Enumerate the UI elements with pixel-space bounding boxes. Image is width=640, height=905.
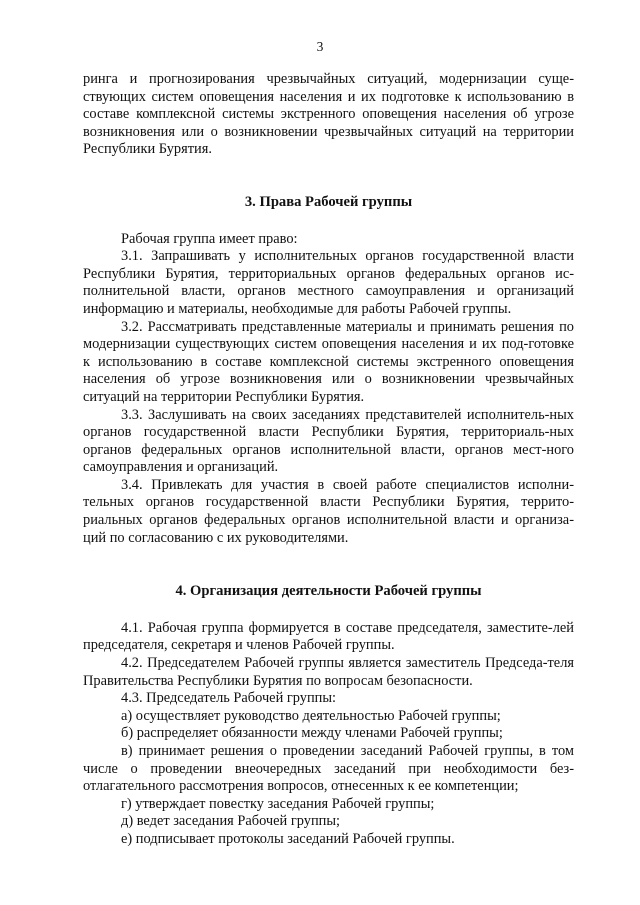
section-4-list-item: г) утверждает повестку заседания Рабочей группы; <box>121 795 435 812</box>
section-4-list-item: д) ведет заседания Рабочей группы; <box>121 813 341 830</box>
section-4-paragraph: 4.2. Председателем Рабочей группы является заместитель Председа-теля Правительства Республики Бурятия по вопросам безопасности. <box>83 655 574 689</box>
section-4-paragraph: 4.1. Рабочая группа формируется в составе председателя, заместите-лей председателя, секретаря и членов Рабочей группы. <box>83 619 574 654</box>
section-4-list-item: е) подписывает протоколы заседаний Рабочей группы. <box>121 830 455 847</box>
section-4-title: 4. Организация деятельности Рабочей группы <box>175 583 482 600</box>
section-3-paragraph: 3.1. Запрашивать у исполнительных органов государственной власти Республики Бурятия, территориальных органов федеральных органов ис-полнительной власти, органов местного самоуправления и организаций информацию и материалы, необходимые для работы Рабочей группы. <box>83 248 574 317</box>
section-3-paragraph: Рабочая группа имеет право: <box>121 230 298 247</box>
section-3-paragraph: 3.2. Рассматривать представленные материалы и принимать решения по модернизации существующих систем оповещения населения и их под-готовке к использованию в составе комплексной системы экстренного оповещения населения об угрозе возникновения или о возникновении чрезвычайных ситуаций на территории Республики Бурятия. <box>83 318 574 405</box>
section-3-title: 3. Права Рабочей группы <box>244 193 413 210</box>
document-body <box>83 71 574 849</box>
section-4-paragraph: 4.3. Председатель Рабочей группы: <box>121 690 337 707</box>
section-4-list-item: в) принимает решения о проведении заседаний Рабочей группы, в том числе о проведении внеочередных заседаний при необходимости без-отлагательного рассмотрения вопросов, отнесенных к ее компетенции; <box>83 743 574 795</box>
section-3-paragraph: 3.3. Заслушивать на своих заседаниях представителей исполнитель-ных органов государственной власти Республики Бурятия, территориаль-ных органов федеральных органов исполнительной власти, органов мест-ного самоуправления и организаций. <box>83 406 574 476</box>
intro-paragraph: ринга и прогнозирования чрезвычайных ситуаций, модернизации суще-ствующих систем оповещения населения и их подготовке к использованию в составе комплексной системы экстренного оповещения населения об угрозе возникновения или о возникновении чрезвычайных ситуаций на территории Республики Бурятия. <box>83 71 574 158</box>
section-3-paragraph: 3.4. Привлекать для участия в своей работе специалистов исполни-тельных органов государственной власти Республики Бурятия, террито-риальных органов федеральных органов исполнительной власти и организа-ций по согласованию с их руководителями. <box>83 476 574 546</box>
page-number: 3 <box>316 39 324 54</box>
section-4-list-item: б) распределяет обязанности между членами Рабочей группы; <box>121 725 503 742</box>
section-4-list-item: а) осуществляет руководство деятельностью Рабочей группы; <box>121 707 501 724</box>
